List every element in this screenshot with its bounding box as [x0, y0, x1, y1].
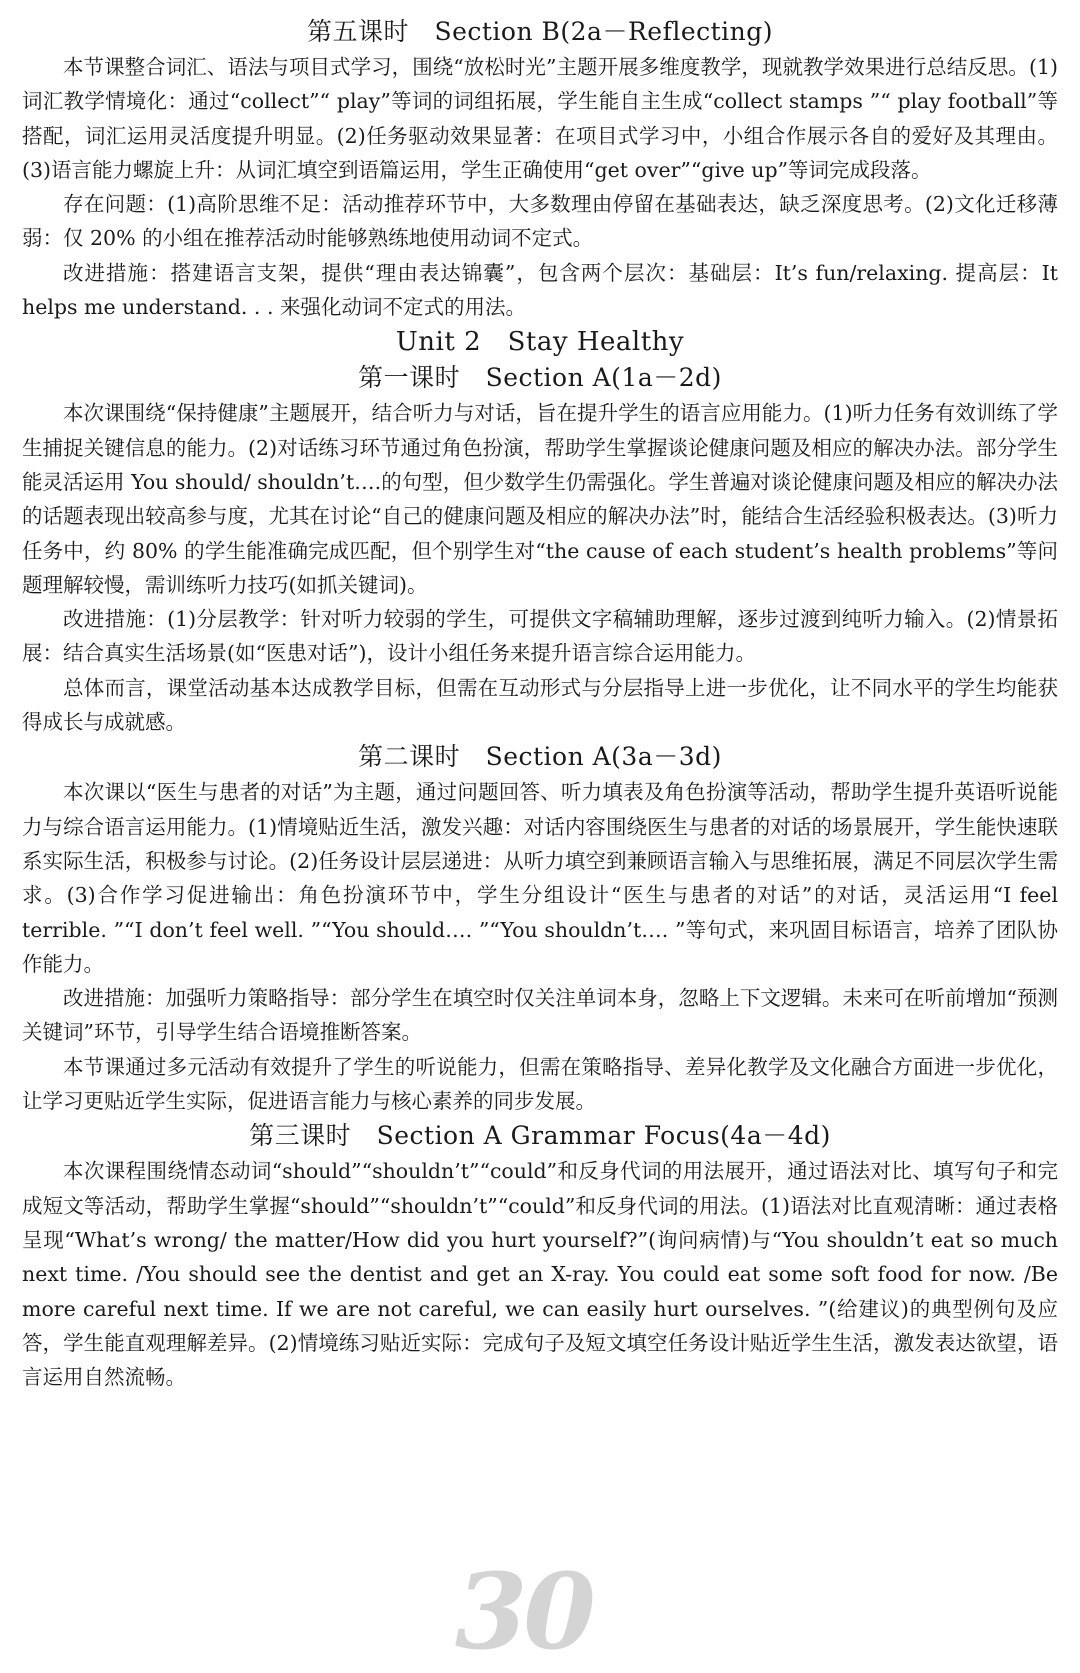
body-paragraph: 改进措施：(1)分层教学：针对听力较弱的学生，可提供文字稿辅助理解，逐步过渡到纯听力输入。(2)情景拓展：结合真实生活场景(如“医患对话”)，设计小组任务来提升语言综合运用能力。: [22, 607, 1058, 666]
body-paragraph: 改进措施：搭建语言支架，提供“理由表达锦囊”，包含两个层次：基础层：It’s fun/relaxing. 提高层：It helps me understand. . . 来强化动词不定式的用法。: [22, 260, 1058, 320]
body-paragraph: 本节课通过多元活动有效提升了学生的听说能力，但需在策略指导、差异化教学及文化融合方面进一步优化，让学习更贴近学生实际，促进语言能力与核心素养的同步发展。: [22, 1054, 1058, 1114]
body-paragraph: 本次课围绕“保持健康”主题展开，结合听力与对话，旨在提升学生的语言应用能力。(1)听力任务有效训练了学生捕捉关键信息的能力。(2)对话练习环节通过角色扮演，帮助学生掌握谈论健康问题及相应的解决办法。部分学生能灵活运用 You should/ shouldn’t….的句型，但少数学生仍需强化。学生普遍对谈论健康问题及相应的解决办法的话题表现出较高参与度，尤其在讨论“自己的健康问题及相应的解决办法”时，能结合生活经验积极表达。(3)听力任务中，约 80% 的学生能准确完成匹配，但个别学生对“the cause of each student’s health problems”等问题理解较慢，需训练听力技巧(如抓关键词)。: [22, 401, 1058, 597]
unit-heading: Unit 2 Stay Healthy: [395, 327, 685, 358]
body-paragraph: 本次课程围绕情态动词“should”“shouldn’t”“could”和反身代词的用法展开，通过语法对比、填写句子和完成短文等活动，帮助学生掌握“should”“shouldn’t”“could”和反身代词的用法。(1)语法对比直观清晰：通过表格呈现“What’s wrong/ the matter/How did you hurt yourself?”(询问病情)与“You shouldn’t eat so much next time. /You should see the dentist and get an X-ray. You could eat some soft food for now. /Be more careful next time. If we are not careful, we can easily hurt ourselves. ”(给建议)的典型例句及应答，学生能直观理解差异。(2)情境练习贴近实际：完成句子及短文填空任务设计贴近学生生活，激发表达欲望，语言运用自然流畅。: [22, 1159, 1058, 1390]
document-body: [22, 14, 1058, 1394]
body-paragraph: 总体而言，课堂活动基本达成教学目标，但需在互动形式与分层指导上进一步优化，让不同水平的学生均能获得成长与成就感。: [22, 675, 1058, 735]
section-heading: 第一课时 Section A(1a－2d): [358, 363, 722, 393]
section-heading: 第五课时 Section B(2a－Reflecting): [306, 17, 774, 46]
body-paragraph: 改进措施：加强听力策略指导：部分学生在填空时仅关注单词本身，忽略上下文逻辑。未来可在听前增加“预测关键词”环节，引导学生结合语境推断答案。: [22, 986, 1058, 1045]
body-paragraph: 存在问题：(1)高阶思维不足：活动推荐环节中，大多数理由停留在基础表达，缺乏深度思考。(2)文化迁移薄弱：仅 20% 的小组在推荐活动时能够熟练地使用动词不定式。: [22, 192, 1058, 251]
section-heading: 第三课时 Section A Grammar Focus(4a－4d): [249, 1121, 831, 1151]
section-heading: 第二课时 Section A(3a－3d): [358, 742, 722, 772]
body-paragraph: 本次课以“医生与患者的对话”为主题，通过问题回答、听力填表及角色扮演等活动，帮助学生提升英语听说能力与综合语言运用能力。(1)情境贴近生活，激发兴趣：对话内容围绕医生与患者的对话的场景展开，学生能快速联系实际生活，积极参与讨论。(2)任务设计层层递进：从听力填空到兼顾语言输入与思维拓展，满足不同层次学生需求。(3)合作学习促进输出：角色扮演环节中，学生分组设计“医生与患者的对话”的对话，灵活运用“I feel terrible. ”“I don’t feel well. ”“You should…. ”“You shouldn’t…. ”等句式，来巩固目标语言，培养了团队协作能力。: [22, 780, 1058, 976]
page-number-watermark: 30: [455, 1550, 592, 1673]
body-paragraph: 本节课整合词汇、语法与项目式学习，围绕“放松时光”主题开展多维度教学，现就教学效果进行总结反思。(1)词汇教学情境化：通过“collect”“ play”等词的词组拓展，学生能自主生成“collect stamps ”“ play football”等搭配，词汇运用灵活度提升明显。(2)任务驱动效果显著：在项目式学习中，小组合作展示各自的爱好及其理由。(3)语言能力螺旋上升：从词汇填空到语篇运用，学生正确使用“get over”“give up”等词完成段落。: [22, 55, 1058, 182]
